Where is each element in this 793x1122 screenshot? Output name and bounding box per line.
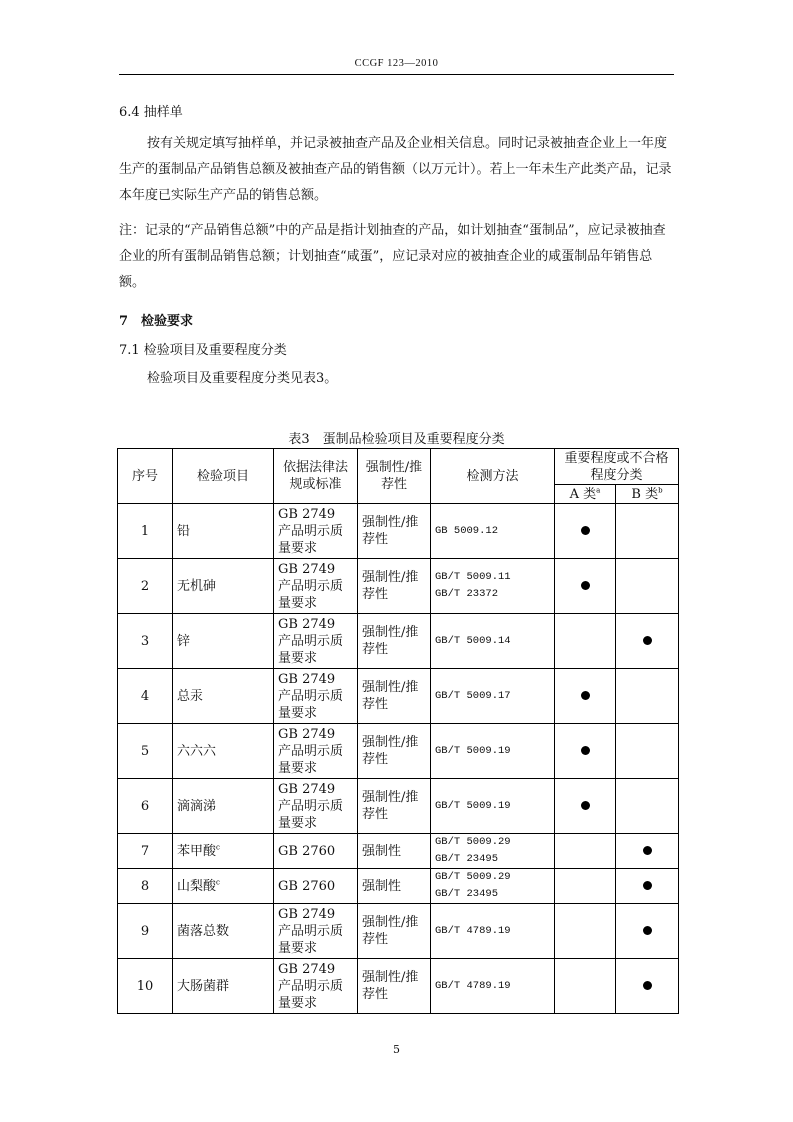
cell-basis: GB 2760: [274, 869, 358, 904]
cell-method: GB/T 5009.14: [431, 614, 555, 669]
cell-no: 8: [118, 869, 173, 904]
cell-class-a: [555, 504, 616, 559]
cell-method: GB/T 4789.19: [431, 904, 555, 959]
cell-class-b: [616, 559, 679, 614]
cell-method: GB/T 5009.29 GB/T 23495: [431, 869, 555, 904]
cell-nature: 强制性/推荐性: [358, 504, 431, 559]
cell-item: 锌: [173, 614, 274, 669]
class-a-mark-icon: [581, 691, 590, 700]
cell-nature: 强制性/推荐性: [358, 559, 431, 614]
table-row: [118, 504, 679, 559]
cell-basis: GB 2749 产品明示质量要求: [274, 959, 358, 1014]
cell-item: 总汞: [173, 669, 274, 724]
page-number: 5: [393, 1043, 400, 1056]
cell-method: GB/T 5009.11 GB/T 23372: [431, 559, 555, 614]
cell-class-a: [555, 724, 616, 779]
header-nature: 强制性/推荐性: [358, 449, 431, 504]
cell-class-a: [555, 869, 616, 904]
header-importance: 重要程度或不合格程度分类: [555, 449, 679, 485]
cell-class-a: [555, 834, 616, 869]
cell-nature: 强制性/推荐性: [358, 779, 431, 834]
cell-no: 1: [118, 504, 173, 559]
cell-basis: GB 2749 产品明示质量要求: [274, 904, 358, 959]
cell-item: 铅: [173, 504, 274, 559]
cell-class-a: [555, 904, 616, 959]
section-7-1-title: 7.1 检验项目及重要程度分类: [119, 343, 287, 358]
header-method: 检测方法: [431, 449, 555, 504]
cell-basis: GB 2760: [274, 834, 358, 869]
cell-basis: GB 2749 产品明示质量要求: [274, 724, 358, 779]
class-b-mark-icon: [643, 881, 652, 890]
cell-item: 大肠菌群: [173, 959, 274, 1014]
cell-item: 菌落总数: [173, 904, 274, 959]
cell-method: GB/T 5009.19: [431, 779, 555, 834]
class-b-mark-icon: [643, 636, 652, 645]
class-b-mark-icon: [643, 926, 652, 935]
cell-class-b: [616, 614, 679, 669]
header-basis: 依据法律法规或标准: [274, 449, 358, 504]
cell-no: 2: [118, 559, 173, 614]
header-class-b: B 类$^b$: [616, 485, 679, 504]
header-no: 序号: [118, 449, 173, 504]
cell-no: 10: [118, 959, 173, 1014]
cell-no: 6: [118, 779, 173, 834]
class-a-mark-icon: [581, 581, 590, 590]
cell-basis: GB 2749 产品明示质量要求: [274, 779, 358, 834]
cell-basis: GB 2749 产品明示质量要求: [274, 504, 358, 559]
cell-method: GB/T 5009.29 GB/T 23495: [431, 834, 555, 869]
class-a-mark-icon: [581, 526, 590, 535]
cell-class-b: [616, 779, 679, 834]
document-header-code: CCGF 123—2010: [354, 58, 439, 69]
cell-basis: GB 2749 产品明示质量要求: [274, 559, 358, 614]
class-a-mark-icon: [581, 746, 590, 755]
cell-basis: GB 2749 产品明示质量要求: [274, 669, 358, 724]
cell-no: 7: [118, 834, 173, 869]
cell-item: 无机砷: [173, 559, 274, 614]
cell-method: GB/T 4789.19: [431, 959, 555, 1014]
cell-nature: 强制性/推荐性: [358, 614, 431, 669]
table-row: [118, 959, 679, 1014]
header-class-a: A 类$^a$: [555, 485, 616, 504]
table-row: [118, 779, 679, 834]
class-a-mark-icon: [581, 801, 590, 810]
cell-class-a: [555, 614, 616, 669]
cell-nature: 强制性/推荐性: [358, 724, 431, 779]
cell-class-b: [616, 959, 679, 1014]
class-b-mark-icon: [643, 981, 652, 990]
cell-no: 9: [118, 904, 173, 959]
cell-nature: 强制性/推荐性: [358, 959, 431, 1014]
cell-class-a: [555, 959, 616, 1014]
cell-basis: GB 2749 产品明示质量要求: [274, 614, 358, 669]
cell-item: 六六六: [173, 724, 274, 779]
cell-class-a: [555, 779, 616, 834]
header-item: 检验项目: [173, 449, 274, 504]
cell-nature: 强制性/推荐性: [358, 669, 431, 724]
table-row: [118, 614, 679, 669]
cell-class-b: [616, 904, 679, 959]
table-row: [118, 724, 679, 779]
cell-nature: 强制性: [358, 869, 431, 904]
cell-class-a: [555, 669, 616, 724]
section-7-1-body: 检验项目及重要程度分类见表3。: [147, 371, 338, 386]
inspection-items-table: [117, 448, 679, 1014]
table-row: [118, 669, 679, 724]
cell-no: 3: [118, 614, 173, 669]
section-6-4-note: 注：记录的“产品销售总额”中的产品是指计划抽查的产品，如计划抽查“蛋制品”，应记录被抽查企业的所有蛋制品销售总额；计划抽查“咸蛋”，应记录对应的被抽查企业的咸蛋制品年销售总额。: [119, 223, 666, 290]
cell-item: 山梨酸$^c$: [173, 869, 274, 904]
cell-class-b: [616, 669, 679, 724]
table-body: [118, 504, 679, 1014]
section-6-4-body: 按有关规定填写抽样单，并记录被抽查产品及企业相关信息。同时记录被抽查企业上一年度生产的蛋制品产品销售总额及被抽查产品的销售额（以万元计）。若上一年未生产此类产品，记录本年度已实际生产产品的销售总额。: [119, 136, 672, 203]
table-caption: 表3 蛋制品检验项目及重要程度分类: [288, 432, 505, 447]
cell-method: GB 5009.12: [431, 504, 555, 559]
cell-no: 5: [118, 724, 173, 779]
section-6-4-title: 6.4 抽样单: [119, 105, 183, 120]
cell-class-b: [616, 504, 679, 559]
cell-nature: 强制性/推荐性: [358, 904, 431, 959]
cell-nature: 强制性: [358, 834, 431, 869]
class-b-mark-icon: [643, 846, 652, 855]
table-row: [118, 869, 679, 904]
cell-item: 苯甲酸$^c$: [173, 834, 274, 869]
cell-no: 4: [118, 669, 173, 724]
section-7-title: 7 检验要求: [119, 314, 194, 329]
cell-item: 滴滴涕: [173, 779, 274, 834]
table-row: [118, 834, 679, 869]
cell-class-b: [616, 724, 679, 779]
cell-method: GB/T 5009.17: [431, 669, 555, 724]
table-row: [118, 559, 679, 614]
cell-method: GB/T 5009.19: [431, 724, 555, 779]
cell-class-b: [616, 834, 679, 869]
header-divider: [119, 74, 674, 75]
table-row: [118, 904, 679, 959]
cell-class-b: [616, 869, 679, 904]
cell-class-a: [555, 559, 616, 614]
